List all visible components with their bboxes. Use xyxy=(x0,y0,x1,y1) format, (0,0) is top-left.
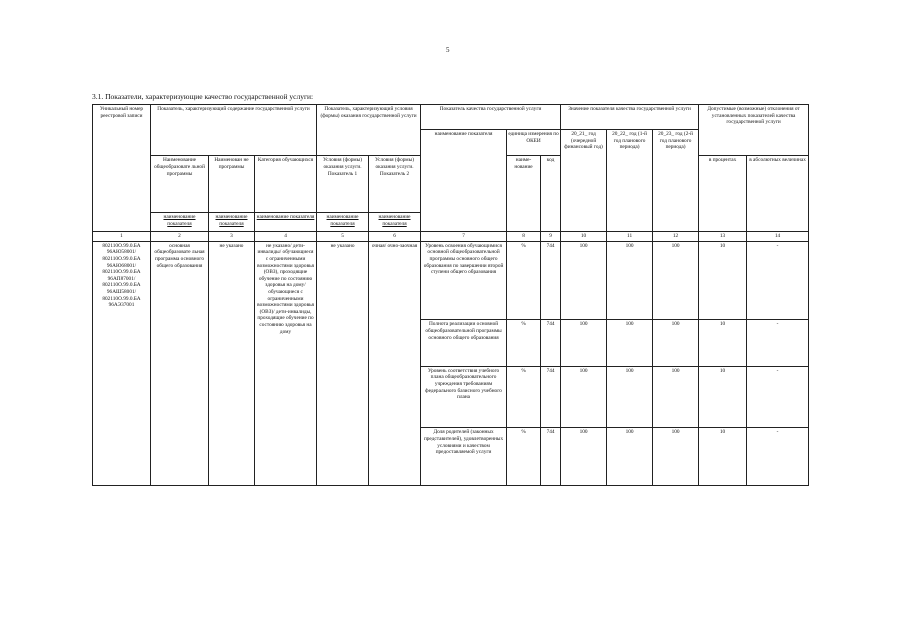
column-number: 1 xyxy=(93,232,151,242)
header-content-group: Показатель, характеризующий содержание государственной услуги xyxy=(151,105,317,156)
deviation-percent-cell: 10 xyxy=(699,366,747,428)
unit-cell: % xyxy=(507,320,541,366)
value-year-3-cell: 100 xyxy=(653,320,699,366)
category-cell: не указано/ дети-инвалиды/ обучающиеся с ограниченными возможностями здоровья (ОВЗ), проходящие обучение по состоянию здоровья на дому/ обучающиеся с ограниченными возможностями здоровья (ОВЗ)/ дети-инвалиды, проходящие обучение по состоянию здоровья на дому xyxy=(255,241,317,485)
value-year-2-cell: 100 xyxy=(607,241,653,320)
value-year-2-cell: 100 xyxy=(607,320,653,366)
column-number: 11 xyxy=(607,232,653,242)
header-unit-group: единица измерения по ОКЕИ xyxy=(507,130,561,156)
deviation-absolute-cell: - xyxy=(747,428,809,486)
header-sub-condition-2: Условия (формы) оказания услуги. Показатель 2 xyxy=(369,156,421,213)
indicator-name-cell: Уровень соответствия учебного плана общеобразовательного учреждения требованиям федерального базисного учебного плана xyxy=(421,366,507,428)
column-number: 13 xyxy=(699,232,747,242)
header-value-group: Значение показателя качества государственной услуги xyxy=(561,105,699,130)
header-deviation-group: Допустимые (возможные) отклонения от установленных показателей качества государственной услуги xyxy=(699,105,809,156)
code-cell: 744 xyxy=(541,320,561,366)
deviation-percent-cell: 10 xyxy=(699,320,747,366)
value-year-1-cell: 100 xyxy=(561,241,607,320)
deviation-absolute-cell: - xyxy=(747,320,809,366)
column-number: 12 xyxy=(653,232,699,242)
section-title: 3.1. Показатели, характеризующие качество государственной услуги: xyxy=(92,92,314,101)
header-indicator-name: наименование показателя xyxy=(421,130,507,232)
header-year-3: 20_23_ год (2-й год планового периода) xyxy=(653,130,699,232)
header-in-absolute: в абсолютных величинах xyxy=(747,156,809,232)
header-in-percent: в процентах xyxy=(699,156,747,232)
column-number: 10 xyxy=(561,232,607,242)
page-number: 5 xyxy=(446,46,450,54)
value-year-3-cell: 100 xyxy=(653,428,699,486)
condition-2-cell: очная/ очно-заочная xyxy=(369,241,421,485)
header-unit-code: код xyxy=(541,156,561,232)
code-cell: 744 xyxy=(541,241,561,320)
sub-name-label-4: наименование показателя xyxy=(317,212,369,231)
deviation-percent-cell: 10 xyxy=(699,428,747,486)
header-conditions-group: Показатель, характеризующий условия (формы) оказания государственной услуги xyxy=(317,105,421,156)
header-sub-program: Наименование общеобразовате льной программы xyxy=(151,156,209,213)
indicator-name-cell: Уровень освоения обучающимися основной общеобразовательной программы основного общего образования по завершении второй ступени общего образования xyxy=(421,241,507,320)
column-number: 2 xyxy=(151,232,209,242)
header-year-2: 20_22_ год (1-й год планового периода) xyxy=(607,130,653,232)
header-year-1: 20_21_ год (очередной финансовый год) xyxy=(561,130,607,232)
header-sub-condition-1: Условия (формы) оказания услуги. Показатель 1 xyxy=(317,156,369,213)
column-number: 8 xyxy=(507,232,541,242)
column-number: 14 xyxy=(747,232,809,242)
indicator-name-cell: Полнота реализации основной общеобразовательной программы основного общего образования xyxy=(421,320,507,366)
code-cell: 744 xyxy=(541,428,561,486)
condition-1-cell: не указано xyxy=(317,241,369,485)
column-number: 7 xyxy=(421,232,507,242)
deviation-absolute-cell: - xyxy=(747,366,809,428)
unit-cell: % xyxy=(507,366,541,428)
indicator-name-cell: Доля родителей (законных представителей), удовлетворенных условиями и качеством предоставляемой услуги xyxy=(421,428,507,486)
column-number: 4 xyxy=(255,232,317,242)
header-quality-group: Показатель качества государственной услуги xyxy=(421,105,561,130)
sub-name-label-5: наименование показателя xyxy=(369,212,421,231)
header-sub-category: Категория обучающихся xyxy=(255,156,317,213)
registry-number-cell: 802110О.99.0.БА 96АЮ58001/ 802110О.99.0.БА 96АЮ68001/ 802110О.99.0.БА 96АП87001/ 802110О.99.0.БА 96АШ58001/ 802110О.99.0.БА 96АЭ37001 xyxy=(93,241,151,485)
header-unit-name: наиме-нование xyxy=(507,156,541,232)
value-year-1-cell: 100 xyxy=(561,428,607,486)
deviation-percent-cell: 10 xyxy=(699,241,747,320)
quality-indicators-table xyxy=(92,104,809,486)
column-number: 9 xyxy=(541,232,561,242)
sub-name-label-3: наименование показателя xyxy=(255,212,317,231)
deviation-absolute-cell: - xyxy=(747,241,809,320)
program-cell: основная общеобразовате льная программа основного общего образования xyxy=(151,241,209,485)
value-year-3-cell: 100 xyxy=(653,241,699,320)
header-registry-number: Уникальный номер реестровой записи xyxy=(93,105,151,232)
sub-name-label-1: наименование показателя xyxy=(151,212,209,231)
value-year-1-cell: 100 xyxy=(561,366,607,428)
header-sub-program-name: Наименован не программы xyxy=(209,156,255,213)
column-number: 6 xyxy=(369,232,421,242)
value-year-3-cell: 100 xyxy=(653,366,699,428)
code-cell: 744 xyxy=(541,366,561,428)
value-year-2-cell: 100 xyxy=(607,428,653,486)
sub-name-label-2: наименование показателя xyxy=(209,212,255,231)
unit-cell: % xyxy=(507,428,541,486)
value-year-2-cell: 100 xyxy=(607,366,653,428)
value-year-1-cell: 100 xyxy=(561,320,607,366)
unit-cell: % xyxy=(507,241,541,320)
program-name-cell: не указано xyxy=(209,241,255,485)
column-number: 3 xyxy=(209,232,255,242)
column-number: 5 xyxy=(317,232,369,242)
